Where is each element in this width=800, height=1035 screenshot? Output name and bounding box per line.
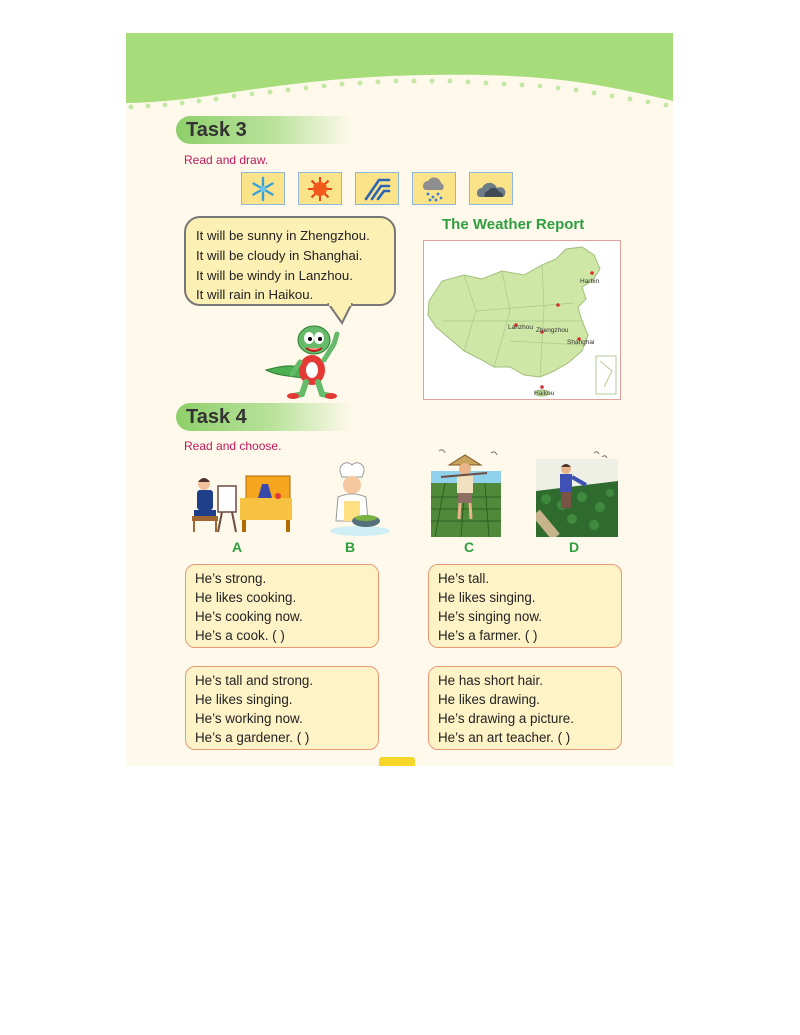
map-label-harbin: Harbin (580, 278, 600, 285)
map-label-haikou: Haikou (534, 390, 555, 397)
sentence: He’s tall and strong. (195, 673, 314, 688)
header-wave-banner (126, 33, 673, 123)
cloud-icon (469, 172, 513, 205)
china-map-graphic (424, 241, 619, 398)
sentence: He’s singing now. (438, 609, 542, 624)
task4-heading (176, 403, 352, 431)
map-label-lanzhou: Lanzhou (508, 324, 533, 331)
sentence: He’s tall. (438, 571, 490, 586)
task4-heading-label: Task 4 (186, 406, 247, 428)
sentence: He likes singing. (438, 590, 536, 605)
map-label-shanghai: Shanghai (567, 339, 595, 346)
wind-icon (355, 172, 399, 205)
label-b: B (345, 539, 356, 555)
task3-instruction: Read and draw. (184, 153, 269, 167)
picture-a-artist (188, 470, 296, 536)
sentence: He has short hair. (438, 673, 543, 688)
sentence: He’s strong. (195, 571, 267, 586)
dinosaur-mascot-illustration (262, 318, 352, 400)
bubble-line: It will be sunny in Zhengzhou. (196, 228, 370, 243)
answer-line[interactable]: He’s an art teacher. ( ) (438, 730, 571, 745)
bubble-line: It will be windy in Lanzhou. (196, 267, 353, 283)
sentence-box-cook (185, 564, 379, 648)
picture-b-cook (326, 461, 390, 536)
sentence: He likes drawing. (438, 692, 540, 707)
answer-line[interactable]: He’s a farmer. ( ) (438, 628, 538, 643)
sentence-box-farmer (428, 564, 622, 648)
weather-report-title: The Weather Report (442, 216, 585, 233)
snowflake-icon (241, 172, 285, 205)
bubble-line: It will be cloudy in Shanghai. (196, 247, 363, 263)
sentence-box-art-teacher (428, 666, 622, 750)
workbook-page (126, 33, 673, 766)
task3-heading (176, 116, 352, 144)
map-label-zhengzhou: Zhengzhou (536, 327, 569, 334)
label-c: C (464, 539, 475, 555)
sun-icon (298, 172, 342, 205)
china-map (423, 240, 621, 400)
task3-heading-label: Task 3 (186, 119, 247, 141)
sentence: He likes singing. (195, 692, 293, 707)
sentence: He’s cooking now. (195, 609, 303, 624)
label-a: A (232, 539, 243, 555)
rain-cloud-icon (412, 172, 456, 205)
page-number-tab (379, 757, 415, 766)
label-d: D (569, 539, 580, 555)
task4-instruction: Read and choose. (184, 439, 282, 453)
sentence: He’s working now. (195, 711, 303, 726)
speech-bubble (184, 216, 396, 306)
sentence: He likes cooking. (195, 590, 297, 605)
picture-c-farmer (431, 447, 501, 537)
sentence: He’s drawing a picture. (438, 711, 574, 726)
bubble-line: It will rain in Haikou. (196, 287, 314, 303)
picture-d-gardener (536, 447, 618, 537)
answer-line[interactable]: He’s a cook. ( ) (195, 628, 285, 643)
sentence-box-gardener (185, 666, 379, 750)
answer-line[interactable]: He’s a gardener. ( ) (195, 730, 310, 745)
